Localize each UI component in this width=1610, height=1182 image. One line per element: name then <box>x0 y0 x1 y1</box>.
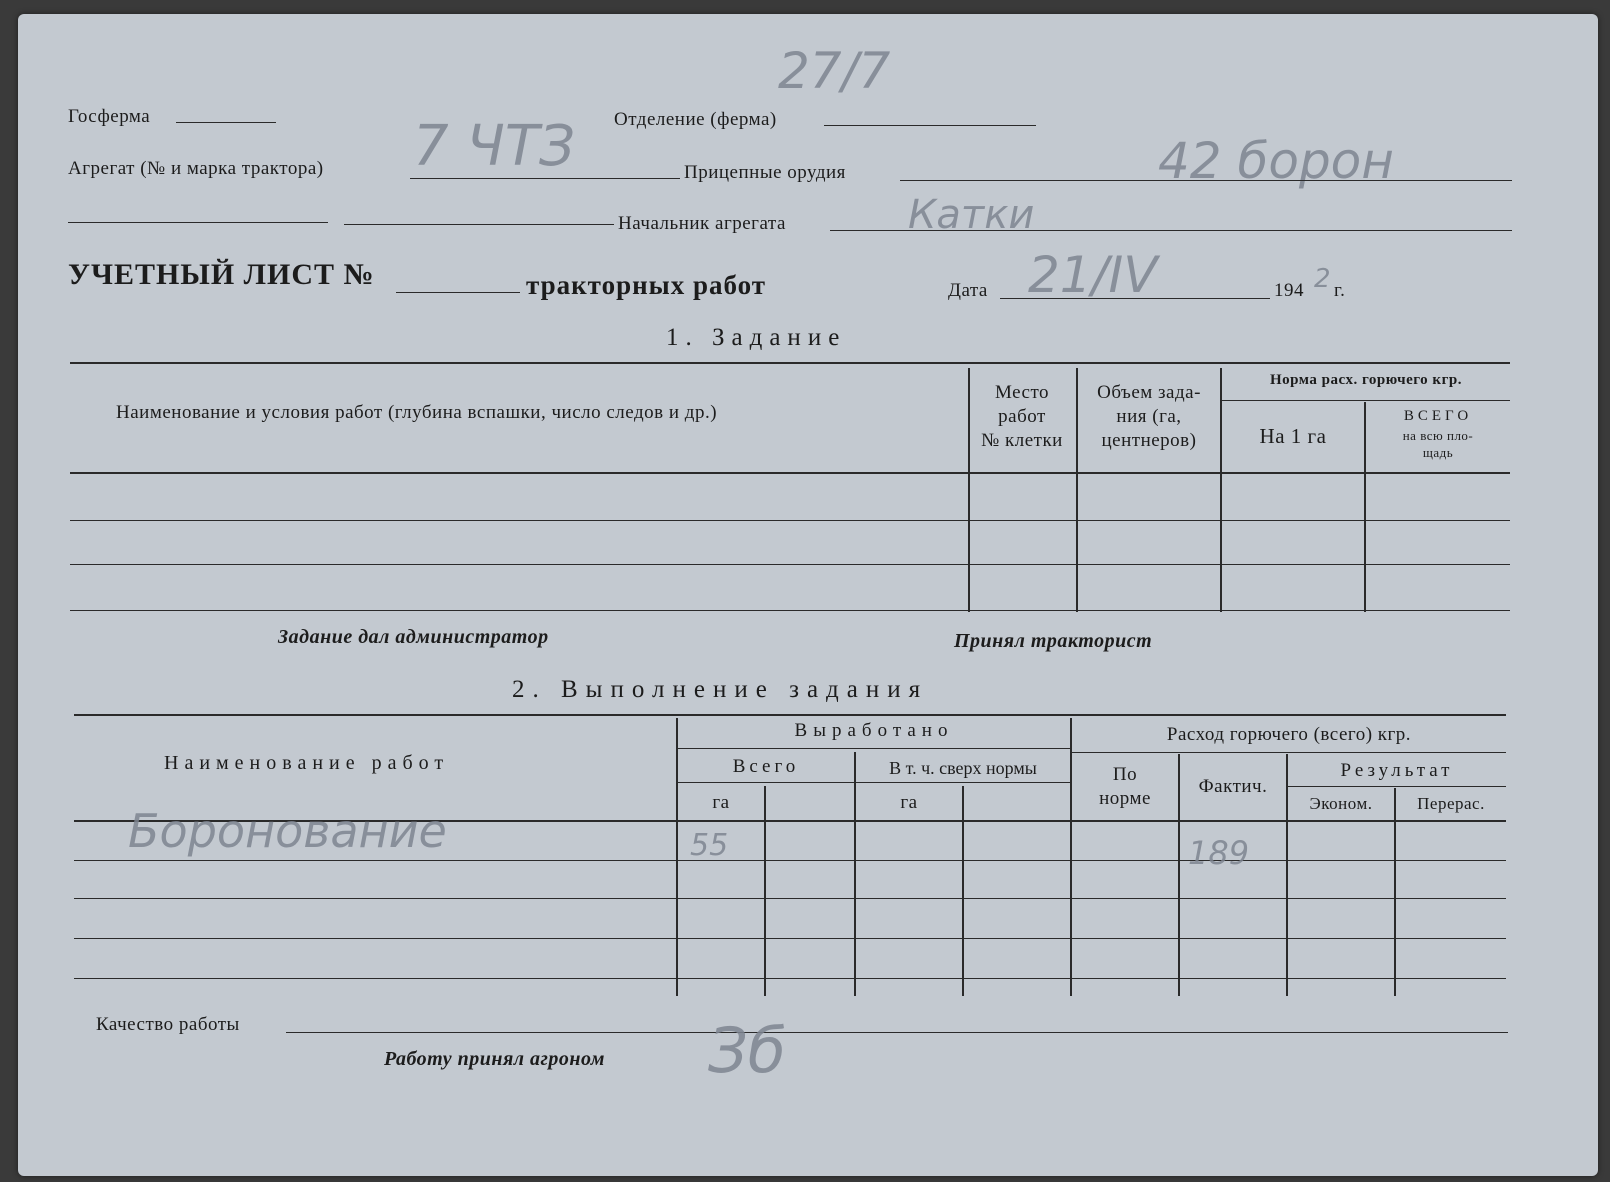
s2-vline-2 <box>764 786 766 996</box>
record-title: УЧЕТНЫЙ ЛИСТ № <box>68 258 375 291</box>
agronom-label: Работу принял агроном <box>384 1048 605 1070</box>
gosferma-label: Госферма <box>68 106 151 127</box>
record-title-right: тракторных работ <box>526 270 767 300</box>
s1-norma-split <box>1222 400 1510 401</box>
s2-row-3 <box>74 938 1506 939</box>
record-number-line <box>396 292 520 293</box>
s1-header-bottom-line <box>70 472 1510 474</box>
s2-vline-4 <box>962 786 964 996</box>
section2-heading: 2. Выполнение задания <box>512 676 929 703</box>
quality-label: Качество работы <box>96 1014 240 1035</box>
s1-col-obem-1: Объем зада- <box>1097 382 1201 403</box>
s2-col-rezultat: Результат <box>1340 760 1454 781</box>
section1-heading: 1. Задание <box>666 324 847 351</box>
otdelenie-label: Отделение (ферма) <box>614 109 777 130</box>
s1-vline-2 <box>1076 368 1078 612</box>
s2-vsego-split <box>678 782 1070 783</box>
pritsep-value: 42 борон <box>1158 132 1394 190</box>
s2-col-faktich: Фактич. <box>1198 776 1268 797</box>
s1-col-vsego-sub-1: на всю пло- <box>1402 428 1474 443</box>
date-label: Дата <box>948 280 988 301</box>
s2-col-ekonom: Эконом. <box>1309 794 1373 813</box>
s1-col-vsego-sub-2: щадь <box>1422 445 1454 460</box>
gosferma-line <box>176 122 276 123</box>
year-value: 2 <box>1314 264 1331 294</box>
s2-col-po-norme-2: норме <box>1099 788 1151 809</box>
pritsep-label: Прицепные орудия <box>684 162 846 183</box>
nachalnik-line <box>830 230 1512 231</box>
s1-col-vsego: ВСЕГО <box>1403 408 1473 424</box>
s2-ga-value: 55 <box>690 828 729 863</box>
agregat-label: Агрегат (№ и марка трактора) <box>68 158 324 179</box>
s2-row-1 <box>74 860 1506 861</box>
s2-top-line <box>74 714 1506 716</box>
agregat-line <box>410 178 680 179</box>
s2-vline-7 <box>1286 754 1288 996</box>
s2-rezultat-split <box>1288 786 1506 787</box>
s2-vline-8 <box>1394 788 1396 996</box>
s1-col-mesto-3: № клетки <box>981 430 1063 451</box>
nachalnik-label: Начальник агрегата <box>618 213 786 234</box>
s2-col-vsego: Всего <box>732 756 800 777</box>
s2-col-pereras: Перерас. <box>1417 794 1485 813</box>
s1-vline-1 <box>968 368 970 612</box>
s2-col-ga2: га <box>900 792 918 813</box>
s2-work-value: Боронование <box>128 804 447 858</box>
s2-row-4 <box>74 978 1506 979</box>
s1-top-line <box>70 362 1510 364</box>
pritsep-line <box>900 180 1512 181</box>
s2-row-2 <box>74 898 1506 899</box>
s1-row-3 <box>70 610 1510 611</box>
s2-rashod-split <box>1072 752 1506 753</box>
agregat-value: 7 ЧТЗ <box>413 114 575 179</box>
s2-col-po-norme-1: По <box>1112 764 1138 785</box>
date-value: 21/IV <box>1028 246 1158 304</box>
s1-col-obem-3: центнеров) <box>1101 430 1197 451</box>
s1-col-na1ga: На 1 га <box>1259 424 1327 448</box>
s2-vyrab-split <box>678 748 1070 749</box>
s1-col-mesto-1: Место <box>994 382 1050 403</box>
s1-vline-3 <box>1220 368 1222 612</box>
s1-row-2 <box>70 564 1510 565</box>
s1-col-obem-2: ния (га, <box>1116 406 1182 427</box>
s1-col-mesto-2: работ <box>998 406 1046 427</box>
handwritten-number: 27/7 <box>778 42 891 100</box>
s2-col-ga1: га <box>712 792 730 813</box>
s1-col-name: Наименование и условия работ (глубина вспашки, число следов и др.) <box>116 402 718 423</box>
quality-line <box>286 1032 1508 1033</box>
pritsep-value-2: Катки <box>908 192 1035 238</box>
tractor-work-record-card <box>18 14 1598 1176</box>
task-given-by: Задание дал администратор <box>278 626 549 648</box>
blank-line-2 <box>344 224 614 225</box>
agronom-signature: Зб <box>708 1014 786 1087</box>
s2-col-name: Наименование работ <box>164 752 450 774</box>
date-line <box>1000 298 1270 299</box>
s1-row-1 <box>70 520 1510 521</box>
s2-vline-3 <box>854 752 856 996</box>
task-accepted-by: Принял тракторист <box>954 630 1153 652</box>
s1-col-norma: Норма расх. горючего кгр. <box>1270 372 1462 388</box>
s2-col-rashod: Расход горючего (всего) кгр. <box>1166 724 1412 745</box>
s2-fact-value: 189 <box>1188 834 1250 872</box>
s2-col-vyrabotano: Выработано <box>794 720 954 741</box>
s2-vline-5 <box>1070 718 1072 996</box>
s2-col-sverh: В т. ч. сверх нормы <box>889 758 1037 778</box>
otdelenie-line <box>824 125 1036 126</box>
year-suffix: г. <box>1334 280 1346 301</box>
year-label: 194 <box>1274 280 1304 301</box>
blank-line-1 <box>68 222 328 223</box>
